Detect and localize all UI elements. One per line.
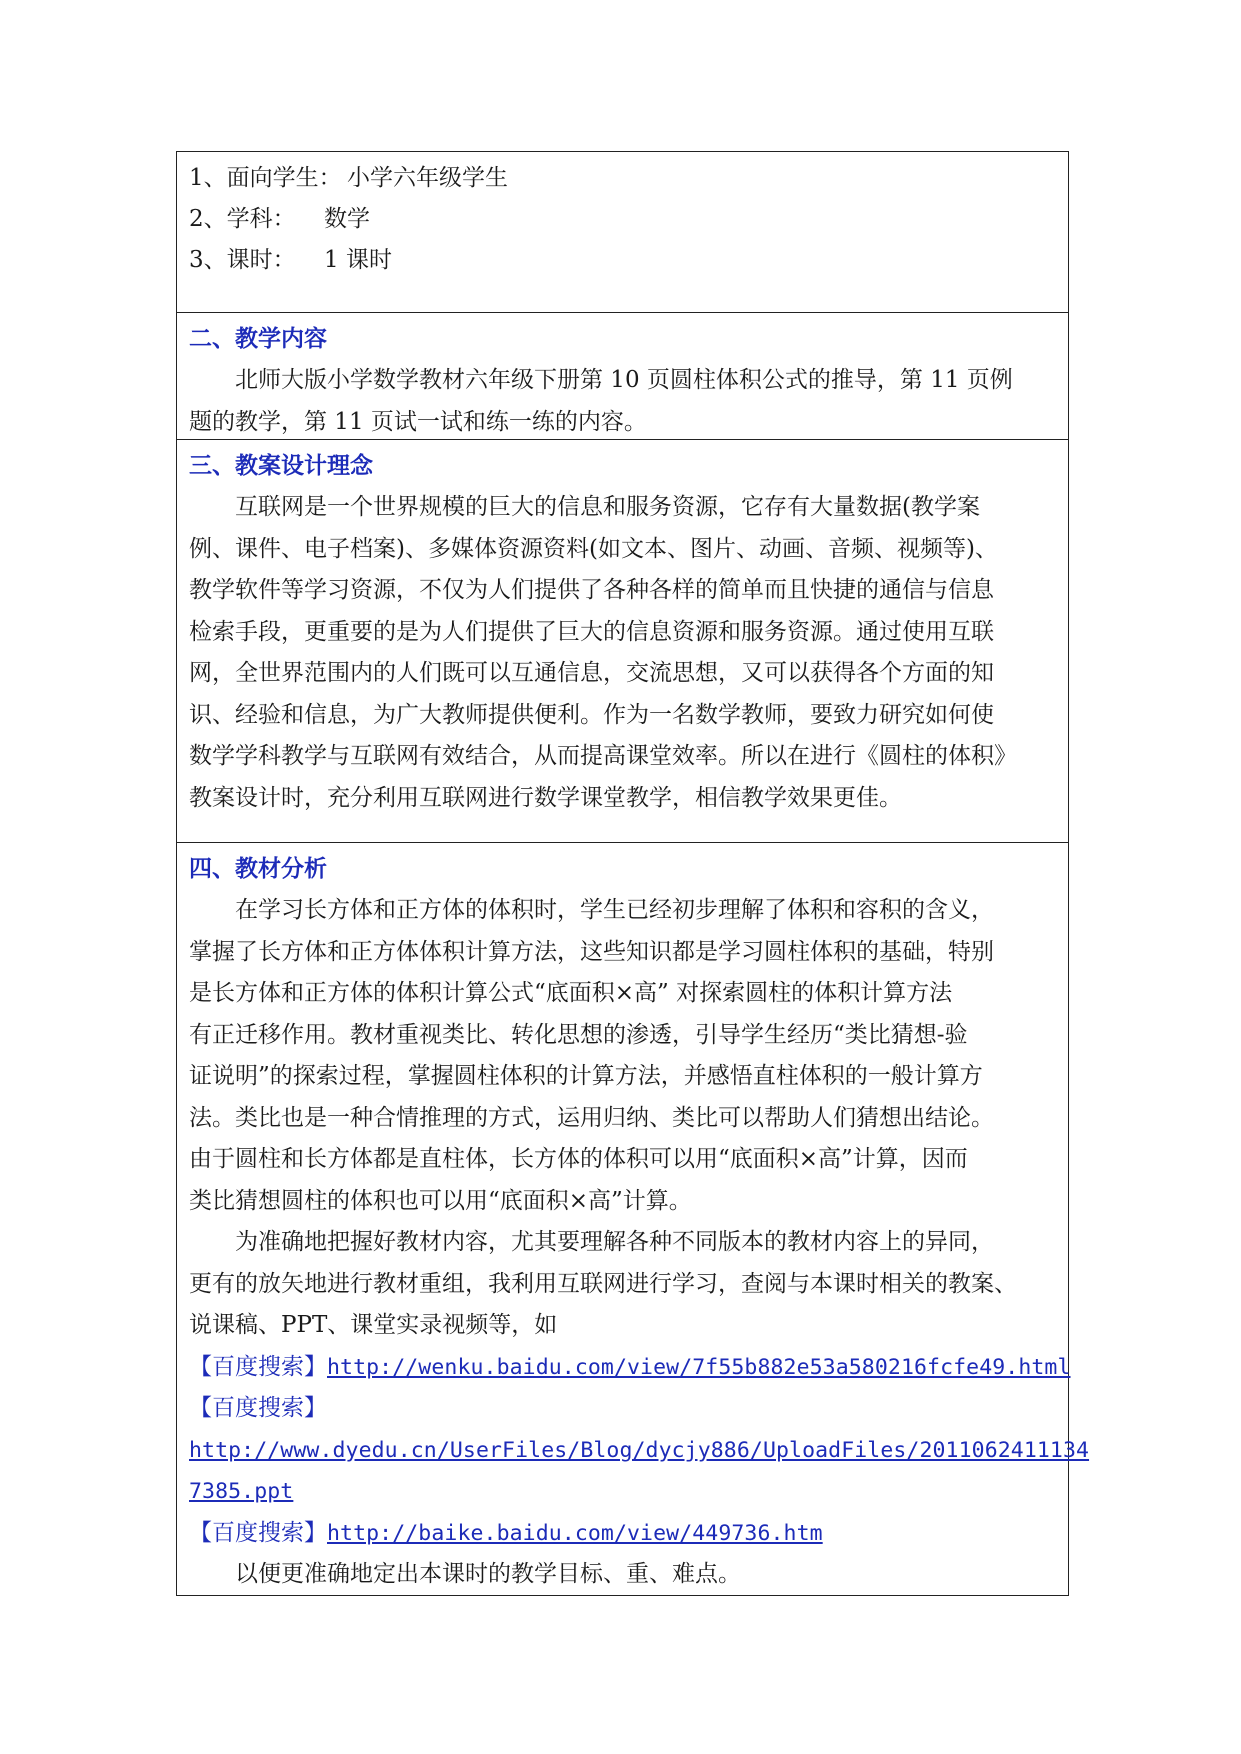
info-label: 1、面向学生： [189,165,342,191]
paragraph-line: 在学习长方体和正方体的体积时，学生已经初步理解了体积和容积的含义， [235,897,994,923]
section-heading: 四、教材分析 [189,856,327,882]
paragraph-line: 教学软件等学习资源，不仅为人们提供了各种各样的简单而且快捷的通信与信息 [189,577,994,603]
reference-link-row [189,1388,1058,1430]
link-prefix: 【百度搜索】 [189,1395,327,1421]
info-row-students [189,158,1058,199]
info-label: 3、课时： [189,247,296,273]
reference-link-row [189,1347,1071,1389]
paragraph-line: 例、课件、电子档案)、多媒体资源资料(如文本、图片、动画、音频、视频等)、 [189,535,998,562]
lesson-plan-table [176,151,1090,1596]
reference-link-row [189,1513,1058,1555]
teaching-content-cell [177,312,1068,439]
info-row-periods [189,240,1058,281]
info-row-subject [189,199,1058,240]
paragraph-line: 法。类比也是一种合情推理的方式，运用归纳、类比可以帮助人们猜想出结论。 [189,1104,994,1131]
paragraph-line: 互联网是一个世界规模的巨大的信息和服务资源，它存有大量数据(教学案 [235,494,980,520]
paragraph-line: 更有的放矢地进行教材重组，我利用互联网进行学习，查阅与本课时相关的教案、 [189,1270,1017,1297]
basic-info-cell [177,152,1068,312]
reference-link-row [189,1430,1090,1472]
paragraph-line: 识、经验和信息，为广大教师提供便利。作为一名数学教师，要致力研究如何使 [189,701,994,728]
paragraph-line: 数学学科教学与互联网有效结合，从而提高课堂效率。所以在进行《圆柱的体积》 [189,743,1017,769]
paragraph-line: 题的教学，第 11 页试一试和练一练的内容。 [189,408,647,435]
paragraph-line: 北师大版小学数学教材六年级下册第 10 页圆柱体积公式的推导，第 11 页例 [235,367,1013,393]
section-heading: 二、教学内容 [189,326,327,352]
link-prefix: 【百度搜索】 [189,1353,327,1380]
info-value: 1 课时 [324,247,392,273]
paragraph-line: 是长方体和正方体的体积计算公式“底面积×高” 对探索圆柱的体积计算方法 [189,980,953,1006]
design-concept-cell [177,439,1068,842]
closing-line: 以便更准确地定出本课时的教学目标、重、难点。 [235,1561,741,1587]
paragraph-line: 教案设计时，充分利用互联网进行数学课堂教学，相信教学效果更佳。 [189,784,902,811]
link-prefix: 【百度搜索】 [189,1519,327,1546]
paragraph-line: 由于圆柱和长方体都是直柱体，长方体的体积可以用“底面积×高”计算，因而 [189,1146,968,1172]
paragraph-line: 类比猜想圆柱的体积也可以用“底面积×高”计算。 [189,1187,692,1214]
reference-link[interactable]: http://wenku.baidu.com/view/7f55b882e53a580216fcfe49.html [327,1354,1071,1380]
info-label: 2、学科： [189,206,296,232]
reference-link-continued[interactable]: 7385.ppt [189,1479,294,1504]
paragraph-line: 检索手段，更重要的是为人们提供了巨大的信息资源和服务资源。通过使用互联 [189,618,994,645]
paragraph-line: 为准确地把握好教材内容，尤其要理解各种不同版本的教材内容上的异同， [235,1229,994,1255]
paragraph-line: 证说明”的探索过程，掌握圆柱体积的计算方法，并感悟直柱体积的一般计算方 [189,1063,983,1089]
info-value: 数学 [324,206,370,232]
paragraph-line: 说课稿、PPT、课堂实录视频等，如 [189,1312,558,1338]
paragraph-line: 网，全世界范围内的人们既可以互通信息，交流思想，又可以获得各个方面的知 [189,660,994,686]
reference-link[interactable]: http://www.dyedu.cn/UserFiles/Blog/dycjy886/UploadFiles/2011062411134 [189,1437,1090,1463]
reference-link-row [189,1471,1058,1513]
textbook-analysis-cell [177,842,1090,1595]
reference-link[interactable]: http://baike.baidu.com/view/449736.htm [327,1520,823,1546]
section-heading: 三、教案设计理念 [189,453,373,479]
paragraph-line: 有正迁移作用。教材重视类比、转化思想的渗透，引导学生经历“类比猜想-验 [189,1021,968,1048]
info-value: 小学六年级学生 [347,165,508,191]
paragraph-line: 掌握了长方体和正方体体积计算方法，这些知识都是学习圆柱体积的基础，特别 [189,938,994,965]
